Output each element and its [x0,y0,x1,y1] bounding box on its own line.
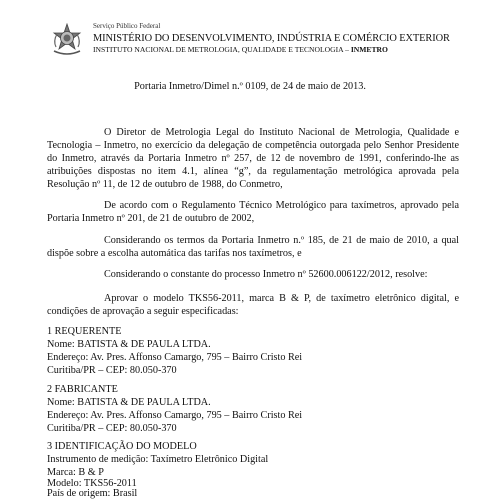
requerente-name: Nome: BATISTA & DE PAULA LTDA. [47,339,211,350]
brazil-coat-of-arms-icon [50,23,84,57]
fabricante-name: Nome: BATISTA & DE PAULA LTDA. [47,397,211,408]
section-heading-requerente: 1 REQUERENTE [47,326,122,337]
institute-acronym: INMETRO [350,45,388,54]
paragraph-text: Considerando o constante do processo Inmetro nº 52600.006122/2012, resolve: [104,269,428,280]
paragraph-text: De acordo com o Regulamento Técnico Metrológico para taxímetros, aprovado pela Portaria Inmetro nº 201, de 21 de outubro de 2002, [47,200,459,225]
identificacao-instrument: Instrumento de medição: Taxímetro Eletrônico Digital [47,454,269,465]
section-heading-identificacao: 3 IDENTIFICAÇÃO DO MODELO [47,441,197,452]
identificacao-brand: Marca: B & P [47,467,104,478]
portaria-title: Portaria Inmetro/Dimel n.º 0109, de 24 de maio de 2013. [134,81,366,92]
paragraph-text: Considerando os termos da Portaria Inmetro n.º 185, de 21 de maio de 2010, a qual dispõe sobre a escolha automática das tarifas nos taxímetros, e [47,235,459,260]
identificacao-origin: País de origem: Brasil [47,488,138,499]
identificacao-model: Modelo: TKS56-2011 [47,478,137,489]
regulation-paragraph [47,199,459,225]
fabricante-city: Curitiba/PR – CEP: 80.050-370 [47,423,177,434]
section-heading-fabricante: 2 FABRICANTE [47,384,118,395]
preamble-paragraph [47,126,459,191]
considering-paragraph [47,234,459,260]
fabricante-address: Endereço: Av. Pres. Affonso Camargo, 795 – Bairro Cristo Rei [47,410,303,421]
paragraph-text: O Diretor de Metrologia Legal do Instituto Nacional de Metrologia, Qualidade e Tecnologia – Inmetro, no exercício da delegação de competência outorgada pelo Senhor Presidente do Inmetro, através da Portaria Inmetro nº 257, de 12 de novembro de 1991, conferindo-lhe as atribuições dispostas no item 4.1, alínea “g”, da regulamentação metrológica aprovada pela Resolução nº 11, de 12 de outubro de 1988, do Conmetro, [47,127,459,191]
federal-service-label: Serviço Público Federal [93,22,161,30]
ministry-name: MINISTÉRIO DO DESENVOLVIMENTO, INDÚSTRIA E COMÉRCIO EXTERIOR [93,33,450,44]
paragraph-text: Aprovar o modelo TKS56-2011, marca B & P, de taxímetro eletrônico digital, e condições de aprovação a seguir especificadas: [47,293,459,318]
requerente-address: Endereço: Av. Pres. Affonso Camargo, 795 – Bairro Cristo Rei [47,352,303,363]
institute-name [93,45,388,54]
requerente-city: Curitiba/PR – CEP: 80.050-370 [47,365,177,376]
approval-paragraph [47,292,459,318]
institute-prefix: INSTITUTO NACIONAL DE METROLOGIA, QUALIDADE E TECNOLOGIA – [93,45,351,54]
process-paragraph [47,268,459,281]
